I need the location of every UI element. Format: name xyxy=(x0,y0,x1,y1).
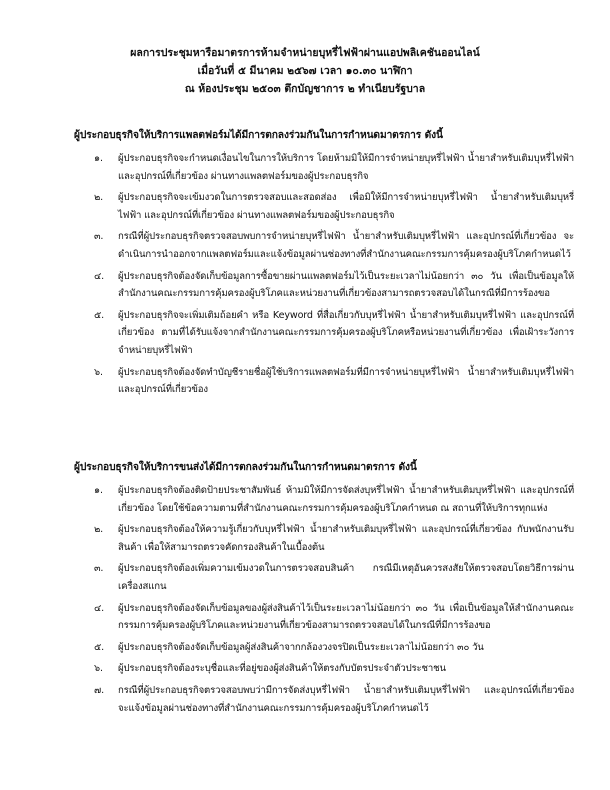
item-number: ๕. xyxy=(94,641,105,653)
list-item xyxy=(74,482,574,517)
item-number: ๓. xyxy=(94,563,104,575)
header-date-time: เมื่อวันที่ ๕ มีนาคม ๒๕๖๗ เวลา ๑๐.๓๐ นาฬิกา xyxy=(197,65,413,77)
item-number: ๕. xyxy=(94,309,105,321)
item-text: ผู้ประกอบธุรกิจต้องเพิ่มความเข้มงวดในการตรวจสอบสินค้า กรณีมีเหตุอันควรสงสัยให้ตรวจสอบโดยวิธีการผ่านเครื่องสแกน xyxy=(118,563,574,592)
list-item xyxy=(74,228,574,263)
list-item xyxy=(74,268,574,303)
list-item xyxy=(74,364,574,399)
section-heading: ผู้ประกอบธุรกิจให้บริการแพลตฟอร์มได้มีการตกลงร่วมกันในการกำหนดมาตรการ ดังนี้ xyxy=(74,130,443,141)
item-number: ๑. xyxy=(94,153,103,164)
item-text: ผู้ประกอบธุรกิจต้องระบุชื่อและที่อยู่ของผู้ส่งสินค้าให้ตรงกับบัตรประจำตัวประชาชน xyxy=(118,663,446,675)
list-item xyxy=(74,660,574,678)
item-number: ๓. xyxy=(94,231,104,243)
item-text: ผู้ประกอบธุรกิจจะกำหนดเงื่อนไขในการให้บริการ โดยห้ามมิให้มีการจำหน่ายบุหรี่ไฟฟ้า น้ำยาสำหรับเติมบุหรี่ไฟฟ้า และอุปกรณ์ที่เกี่ยวข้อง ผ่านทางแพลตฟอร์มของผู้ประกอบธุรกิจ xyxy=(118,153,574,182)
list-item xyxy=(74,682,574,717)
item-number: ๔. xyxy=(94,270,105,282)
section-heading: ผู้ประกอบธุรกิจให้บริการขนส่งได้มีการตกลงร่วมกันในการกำหนดมาตรการ ดังนี้ xyxy=(74,462,417,473)
delivery-measures-section xyxy=(74,460,574,721)
platform-measures-section xyxy=(74,128,574,403)
item-text: ผู้ประกอบธุรกิจต้องจัดเก็บข้อมูลผู้ส่งสินค้าจากกล้องวงจรปิดเป็นระยะเวลาไม่น้อยกว่า ๓๐ วัน xyxy=(118,641,484,653)
item-number: ๒. xyxy=(94,192,104,204)
item-number: ๑. xyxy=(94,485,103,496)
item-number: ๔. xyxy=(94,602,105,614)
item-number: ๗. xyxy=(94,684,104,696)
measures-list xyxy=(74,150,574,399)
item-text: ผู้ประกอบธุรกิจต้องจัดทำบัญชีรายชื่อผู้ใช้บริการแพลตฟอร์มที่มีการจำหน่ายบุหรี่ไฟฟ้า น้ำยาสำหรับเติมบุหรี่ไฟฟ้า และอุปกรณ์ที่เกี่ยวข้อง xyxy=(118,366,574,396)
item-text: กรณีที่ผู้ประกอบธุรกิจตรวจสอบพบว่ามีการจัดส่งบุหรี่ไฟฟ้า น้ำยาสำหรับเติมบุหรี่ไฟฟ้า และอุปกรณ์ที่เกี่ยวข้อง จะแจ้งข้อมูลผ่านช่องทางที่สำนักงานคณะกรรมการคุ้มครองผู้บริโภคกำหนดไว้ xyxy=(118,684,574,714)
item-text: ผู้ประกอบธุรกิจจะเข้มงวดในการตรวจสอบและสอดส่อง เพื่อมิให้มีการจำหน่ายบุหรี่ไฟฟ้า น้ำยาสำหรับเติมบุหรี่ไฟฟ้า และอุปกรณ์ที่เกี่ยวข้อง ผ่านทางแพลตฟอร์มของผู้ประกอบธุรกิจ xyxy=(118,192,574,221)
item-text: กรณีที่ผู้ประกอบธุรกิจตรวจสอบพบการจำหน่ายบุหรี่ไฟฟ้า น้ำยาสำหรับเติมบุหรี่ไฟฟ้า และอุปกรณ์ที่เกี่ยวข้อง จะดำเนินการนำออกจากแพลตฟอร์มและแจ้งข้อมูลผ่านช่องทางที่สำนักงานคณะกรรมการคุ้มครองผู้บริโภคกำหนดไว้ xyxy=(118,231,574,260)
item-number: ๖. xyxy=(94,366,103,378)
list-item xyxy=(74,150,574,185)
item-text: ผู้ประกอบธุรกิจต้องให้ความรู้เกี่ยวกับบุหรี่ไฟฟ้า น้ำยาสำหรับเติมบุหรี่ไฟฟ้า และอุปกรณ์ที่เกี่ยวข้อง กับพนักงานรับสินค้า เพื่อให้สามารถตรวจคัดกรองสินค้าในเบื้องต้น xyxy=(118,524,574,553)
header-title: ผลการประชุมหารือมาตรการห้ามจำหน่ายบุหรี่ไฟฟ้าผ่านแอปพลิเคชันออนไลน์ xyxy=(130,47,480,59)
measures-list xyxy=(74,482,574,717)
list-item xyxy=(74,307,574,360)
item-text: ผู้ประกอบธุรกิจต้องจัดเก็บข้อมูลการซื้อขายผ่านแพลตฟอร์มไว้เป็นระยะเวลาไม่น้อยกว่า ๓๐ วัน เพื่อเป็นข้อมูลให้สำนักงานคณะกรรมการคุ้มครองผู้บริโภคและหน่วยงานที่เกี่ยวข้องสามารถตรวจสอบได้ในกรณีที่มีการร้องขอ xyxy=(118,270,574,300)
header-location: ณ ห้องประชุม ๒๕๐๓ ตึกบัญชาการ ๒ ทำเนียบรัฐบาล xyxy=(184,83,426,95)
item-text: ผู้ประกอบธุรกิจจะเพิ่มเติมถ้อยคำ หรือ Keyword ที่สื่อเกี่ยวกับบุหรี่ไฟฟ้า น้ำยาสำหรับเติมบุหรี่ไฟฟ้า และอุปกรณ์ที่เกี่ยวข้อง ตามที่ได้รับแจ้งจากสำนักงานคณะกรรมการคุ้มครองผู้บริโภคหรือหน่วยงานที่เกี่ยวข้อง เพื่อเฝ้าระวังการจำหน่ายบุหรี่ไฟฟ้า xyxy=(118,309,574,356)
list-item xyxy=(74,521,574,556)
item-text: ผู้ประกอบธุรกิจต้องติดป้ายประชาสัมพันธ์ ห้ามมิให้มีการจัดส่งบุหรี่ไฟฟ้า น้ำยาสำหรับเติมบุหรี่ไฟฟ้า และอุปกรณ์ที่เกี่ยวข้อง โดยใช้ข้อความตามที่สำนักงานคณะกรรมการคุ้มครองผู้บริโภคกำหนด ณ สถานที่ให้บริการทุกแห่ง xyxy=(118,485,574,514)
item-number: ๒. xyxy=(94,524,104,536)
list-item xyxy=(74,639,574,657)
item-number: ๖. xyxy=(94,663,103,675)
list-item xyxy=(74,189,574,224)
document-header xyxy=(0,44,610,98)
item-text: ผู้ประกอบธุรกิจต้องจัดเก็บข้อมูลของผู้ส่งสินค้าไว้เป็นระยะเวลาไม่น้อยกว่า ๓๐ วัน เพื่อเป็นข้อมูลให้สำนักงานคณะกรรมการคุ้มครองผู้บริโภคและหน่วยงานที่เกี่ยวข้องสามารถตรวจสอบได้ในกรณีที่มีการร้องขอ xyxy=(118,602,574,632)
list-item xyxy=(74,600,574,635)
list-item xyxy=(74,560,574,595)
